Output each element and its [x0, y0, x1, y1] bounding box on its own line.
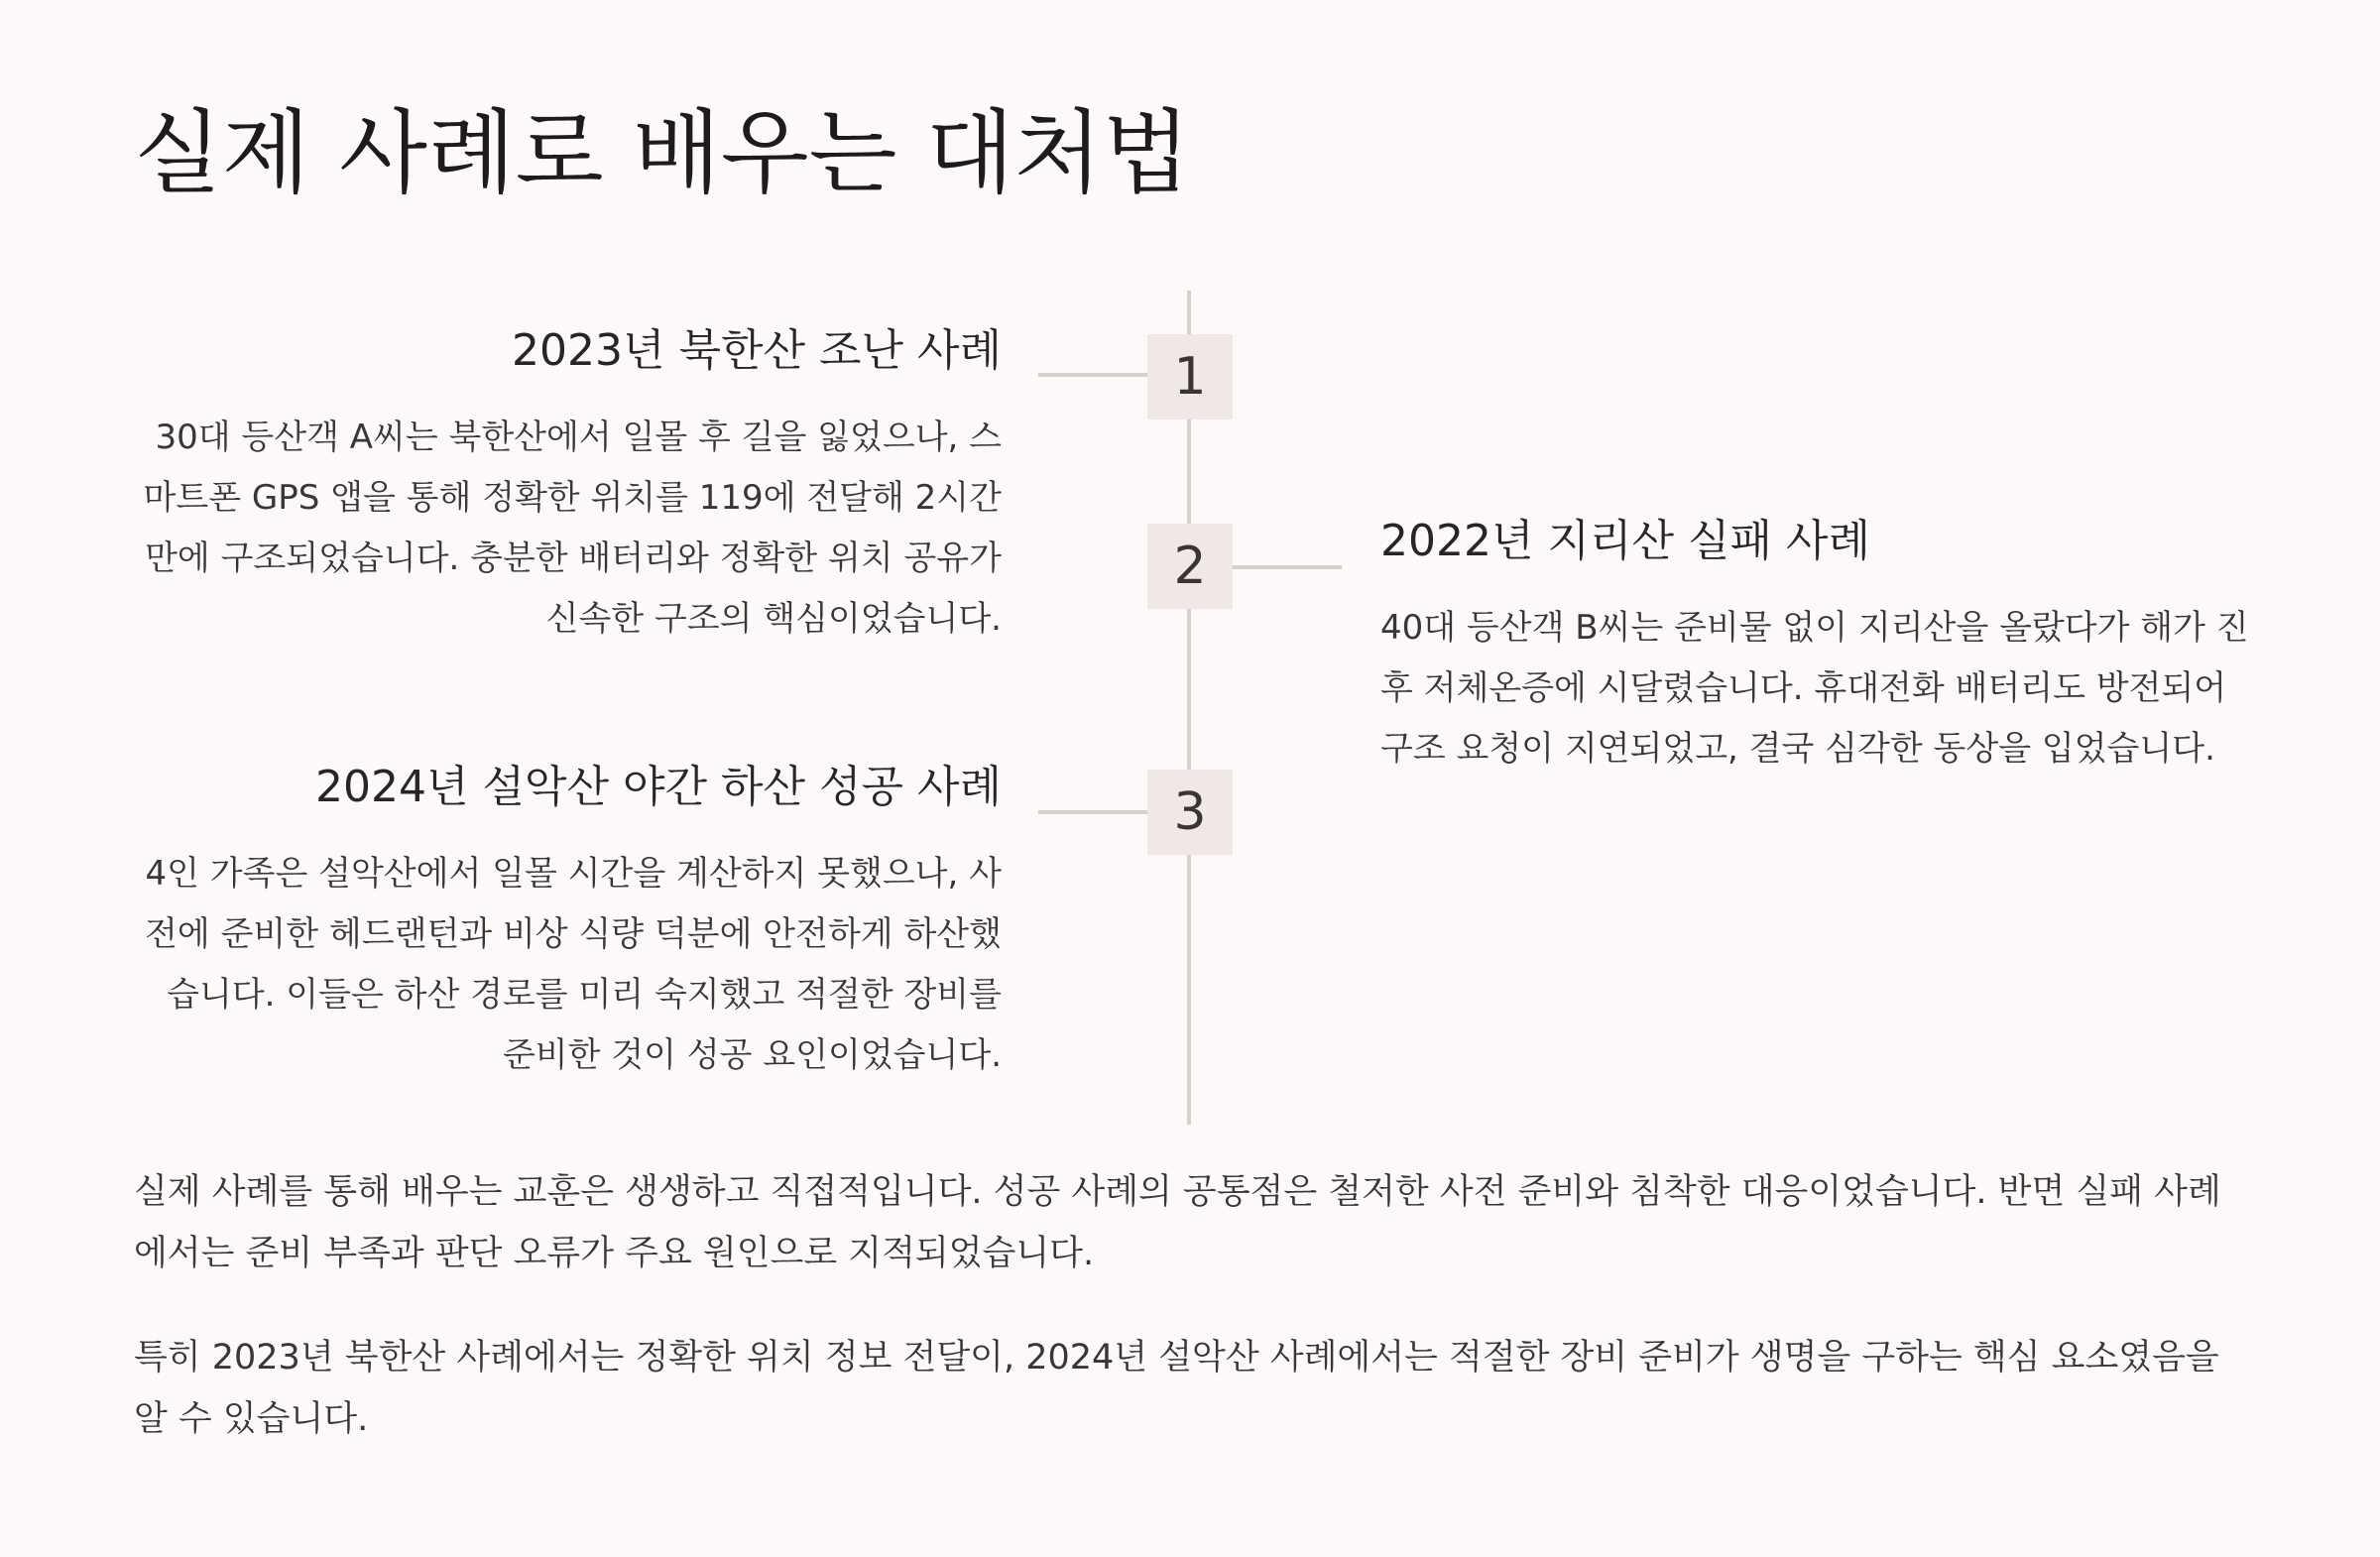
case-description: 30대 등산객 A씨는 북한산에서 일몰 후 길을 잃었으나, 스마트폰 GPS 앱을 통해 정확한 위치를 119에 전달해 2시간 만에 구조되었습니다. 충분한 배터리와 정확한 위치 공유가 신속한 구조의 핵심이었습니다. — [143, 417, 1002, 639]
case-title: 2024년 설악산 야간 하산 성공 사례 — [315, 762, 1002, 812]
case-card-seoraksan — [134, 762, 1002, 1086]
summary-paragraph: 특히 2023년 북한산 사례에서는 정확한 위치 정보 전달이, 2024년 설악산 사례에서는 적절한 장비 준비가 생명을 구하는 핵심 요소였음을 알 수 있습니다. — [134, 1338, 2219, 1439]
timeline-connector-2 — [1233, 565, 1342, 569]
case-title: 2023년 북한산 조난 사례 — [512, 325, 1002, 376]
case-description: 40대 등산객 B씨는 준비물 없이 지리산을 올랐다가 해가 진 후 저체온증에 시달렸습니다. 휴대전화 배터리도 방전되어 구조 요청이 지연되었고, 결국 심각한 동상을 입었습니다. — [1380, 607, 2249, 769]
summary-paragraph: 실제 사례를 통해 배우는 교훈은 생생하고 직접적입니다. 성공 사례의 공통점은 철저한 사전 준비와 침착한 대응이었습니다. 반면 실패 사례에서는 준비 부족과 판단 오류가 주요 원인으로 지적되었습니다. — [134, 1172, 2221, 1273]
timeline-marker-2: 2 — [1147, 524, 1233, 609]
timeline-marker-3: 3 — [1147, 770, 1233, 855]
case-card-bukhansan — [134, 325, 1002, 650]
case-description: 4인 가족은 설악산에서 일몰 시간을 계산하지 못했으나, 사전에 준비한 헤드랜턴과 비상 식량 덕분에 안전하게 하산했습니다. 이들은 하산 경로를 미리 숙지했고 적절한 장비를 준비한 것이 성공 요인이었습니다. — [145, 853, 1002, 1075]
page-title: 실제 사례로 배우는 대처법 — [134, 100, 1191, 206]
timeline-connector-1 — [1038, 373, 1147, 377]
timeline-connector-3 — [1038, 810, 1147, 814]
timeline-marker-1: 1 — [1147, 334, 1233, 419]
case-card-jirisan — [1380, 516, 2253, 779]
case-title: 2022년 지리산 실패 사례 — [1380, 516, 1870, 566]
